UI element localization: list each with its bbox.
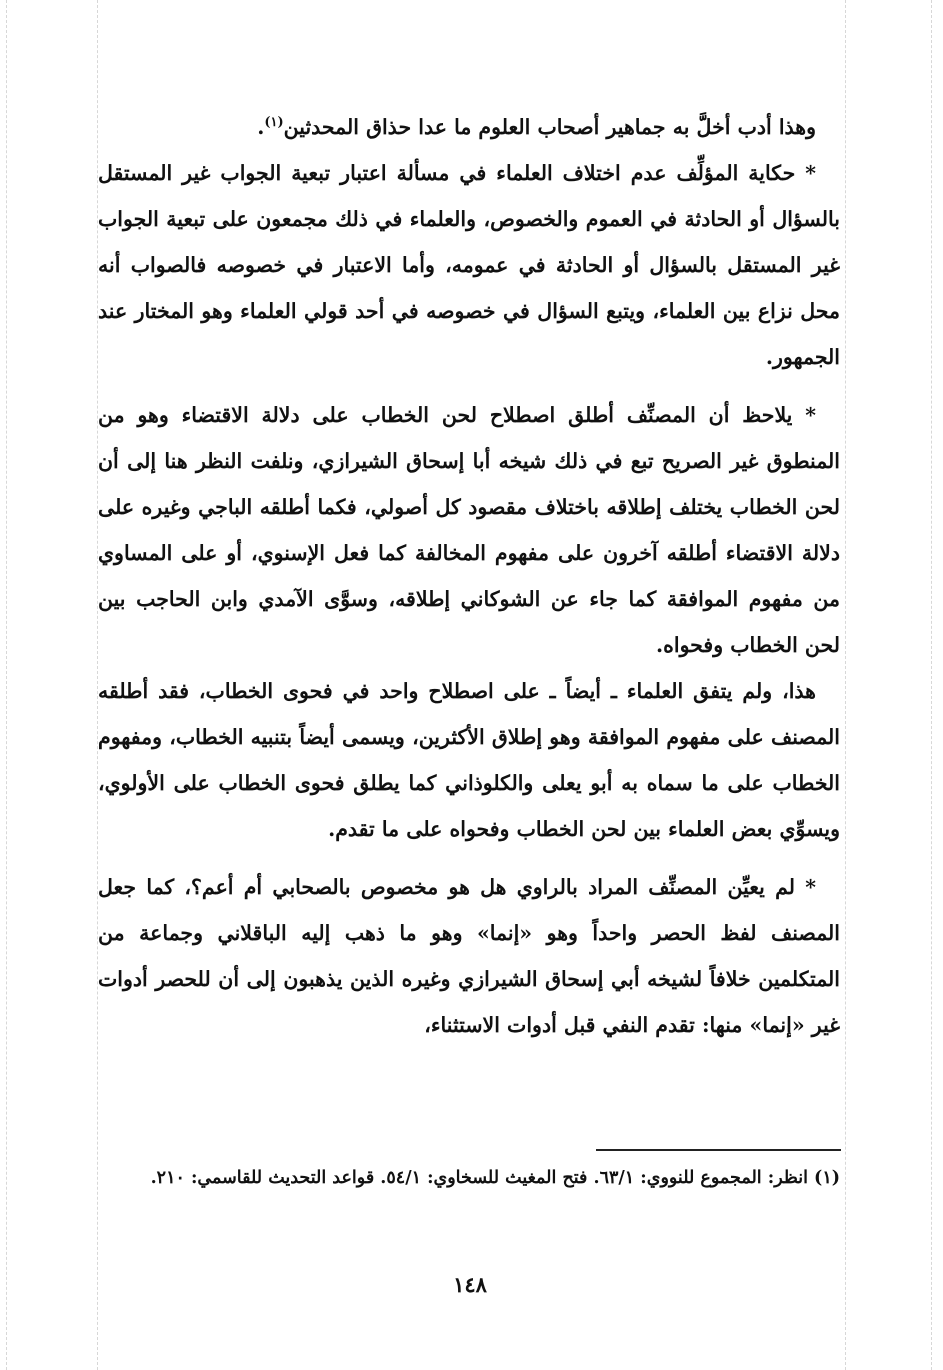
footnote-marker: (١) bbox=[814, 1168, 840, 1188]
scan-guide-line bbox=[845, 0, 846, 1370]
footnote-separator bbox=[596, 1149, 841, 1151]
body-text bbox=[98, 104, 840, 1048]
paragraph-gap bbox=[98, 852, 840, 864]
page-number: ١٤٨ bbox=[453, 1272, 487, 1297]
paragraph-answer-scope bbox=[98, 150, 840, 380]
paragraph-text: حكاية المؤلِّف عدم اختلاف العلماء في مسألة اعتبار تبعية الجواب غير المستقل بالسؤال أو الحادثة في العموم والخصوص، والعلماء في ذلك مجمعون على تبعية الجواب غير المستقل بالسؤال أو الحادثة في عمومه، وأما الاعتبار في خصوصه فالصواب أنه محل نزاع بين العلماء، ويتبع السؤال في خصوصه في أحد قولي العلماء وهو المختار عند الجمهور. bbox=[98, 161, 840, 369]
footnote-text: انظر: المجموع للنووي: ٦٣/١. فتح المغيث للسخاوي: ٥٤/١. قواعد التحديث للقاسمي: ٢١٠. bbox=[150, 1168, 815, 1188]
paragraph-text: هذا، ولم يتفق العلماء ـ أيضاً ـ على اصطلاح واحد في فحوى الخطاب، فقد أطلقه المصنف على مفهوم الموافقة وهو إطلاق الأكثرين، ويسمى أيضاً بتنبيه الخطاب، ومفهوم الخطاب على ما سماه به أبو يعلى والكلوذاني كما يطلق فحوى الخطاب على الأولوي، ويسوِّي بعض العلماء بين لحن الخطاب وفحواه على ما تقدم. bbox=[98, 679, 840, 841]
bullet-star: * bbox=[805, 875, 816, 899]
paragraph-fahwa-al-khitab bbox=[98, 668, 840, 852]
scan-guide-line bbox=[931, 0, 932, 1370]
paragraph-text: يلاحظ أن المصنِّف أطلق اصطلاح لحن الخطاب على دلالة الاقتضاء وهو من المنطوق غير الصريح تبع في ذلك شيخه أبا إسحاق الشيرازي، ونلفت النظر هنا إلى أن لحن الخطاب يختلف إطلاقه باختلاف مقصود كل أصولي، فكما أطلقه الباجي وغيره على دلالة الاقتضاء أطلقه آخرون على مفهوم المخالفة كما فعل الإسنوي، أو على المساوي من مفهوم الموافقة كما جاء عن الشوكاني إطلاقه، وسوَّى الآمدي وابن الحاجب بين لحن الخطاب وفحواه. bbox=[98, 403, 840, 657]
paragraph-tail: . bbox=[257, 115, 265, 139]
footnote bbox=[98, 1160, 840, 1196]
paragraph-gap bbox=[98, 380, 840, 392]
bullet-star: * bbox=[805, 403, 816, 427]
paragraph-text: وهذا أدب أخلَّ به جماهير أصحاب العلوم ما عدا حذاق المحدثين bbox=[283, 115, 816, 139]
paragraph-intro bbox=[98, 104, 840, 150]
paragraph-lahn-al-khitab bbox=[98, 392, 840, 668]
bullet-star: * bbox=[805, 161, 816, 185]
paragraph-text: لم يعيِّن المصنِّف المراد بالراوي هل هو مخصوص بالصحابي أم أعم؟، كما جعل المصنف لفظ الحصر واحداً وهو «إنما» وهو ما ذهب إليه الباقلاني وجماعة من المتكلمين خلافاً لشيخه أبي إسحاق الشيرازي وغيره الذين يذهبون إلى أن للحصر أدوات غير «إنما» منها: تقدم النفي قبل أدوات الاستثناء، bbox=[98, 875, 840, 1037]
paragraph-narrator-hasr bbox=[98, 864, 840, 1048]
footnote-reference: (١) bbox=[264, 115, 284, 131]
scan-guide-line bbox=[6, 0, 7, 1370]
